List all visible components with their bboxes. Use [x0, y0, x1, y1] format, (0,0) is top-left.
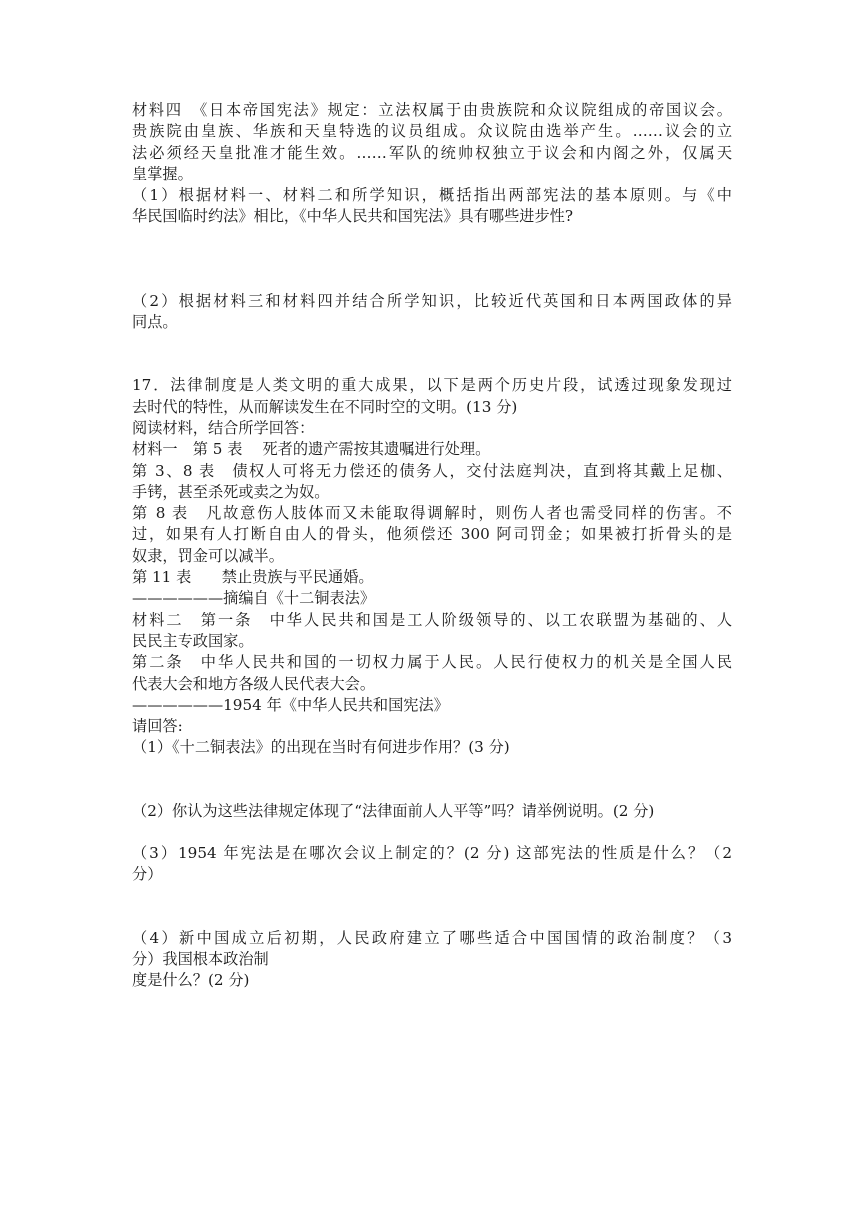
text-line: 请回答: — [132, 717, 183, 736]
text-line: 第二条 中华人民共和国的一切权力属于人民。人民行使权力的机关是全国人民 — [132, 653, 732, 672]
sub-question-2: （2）你认为这些法律规定体现了“法律面前人人平等”吗？请举例说明。(2 分) — [132, 801, 655, 820]
text-line: 去时代的特性，从而解读发生在不同时空的文明。(13 分) — [132, 397, 518, 416]
text-line: 第 3、8 表 债权人可将无力偿还的债务人，交付法庭判决，直到将其戴上足枷、 — [132, 461, 732, 480]
text-line: 阅读材料，结合所学回答： — [132, 418, 315, 437]
sub-question-4: （4）新中国成立后初期，人民政府建立了哪些适合中国国情的政治制度？（3 — [132, 928, 732, 947]
text-line: 法必须经天皇批准才能生效。……军队的统帅权独立于议会和内阁之外，仅属天 — [132, 143, 732, 162]
text-line: 分） — [132, 865, 163, 884]
question-2: （2）根据材料三和材料四并结合所学知识，比较近代英国和日本两国政体的异 — [132, 291, 732, 310]
question-17: 17．法律制度是人类文明的重大成果，以下是两个历史片段，试透过现象发现过 — [132, 376, 732, 395]
document-page — [132, 100, 732, 992]
text-line: 民民主专政国家。 — [132, 631, 254, 650]
text-line: 材料四 《日本帝国宪法》规定：立法权属于由贵族院和众议院组成的帝国议会。 — [132, 101, 732, 119]
sub-question-3: （3）1954 年宪法是在哪次会议上制定的？(2 分) 这部宪法的性质是什么？（2 — [132, 844, 732, 863]
answer-space — [132, 333, 732, 375]
answer-space — [132, 822, 732, 843]
text-line: 第 8 表 凡故意伤人肢体而又未能取得调解时，则伤人者也需受同样的伤害。不 — [132, 504, 732, 523]
question-1: （1）根据材料一、材料二和所学知识，概括指出两部宪法的基本原则。与《中 — [132, 186, 732, 205]
text-line: 材料一 第 5 表 死者的遗产需按其遗嘱进行处理。 — [132, 440, 491, 459]
text-line: 华民国临时约法》相比，《中华人民共和国宪法》具有哪些进步性? — [132, 207, 573, 226]
answer-space — [132, 886, 732, 928]
text-line: 度是什么？(2 分) — [132, 971, 250, 990]
text-line: 分）我国根本政治制 — [132, 949, 269, 968]
source-citation: ——————1954 年《中华人民共和国宪法》 — [132, 695, 449, 714]
text-line: 过，如果有人打断自由人的骨头，他须偿还 300 阿司罚金；如果被打折骨头的是 — [132, 525, 732, 544]
text-line: 材料二 第一条 中华人民共和国是工人阶级领导的、以工农联盟为基础的、人 — [132, 610, 732, 629]
text-line: 贵族院由皇族、华族和天皇特选的议员组成。众议院由选举产生。……议会的立 — [132, 122, 732, 141]
text-line: 皇掌握。 — [132, 164, 193, 183]
source-citation: ——————摘编自《十二铜表法》 — [132, 589, 375, 608]
answer-space — [132, 228, 732, 291]
text-line: 手铐，甚至杀死或卖之为奴。 — [132, 482, 330, 501]
answer-space — [132, 759, 732, 801]
text-line: 第 11 表 禁止贵族与平民通婚。 — [132, 568, 374, 587]
sub-question-1: （1）《十二铜表法》的出现在当时有何进步作用？(3 分) — [132, 738, 510, 757]
text-line: 奴隶，罚金可以减半。 — [132, 546, 284, 565]
text-line: 同点。 — [132, 313, 178, 332]
text-line: 代表大会和地方各级人民代表大会。 — [132, 674, 375, 693]
